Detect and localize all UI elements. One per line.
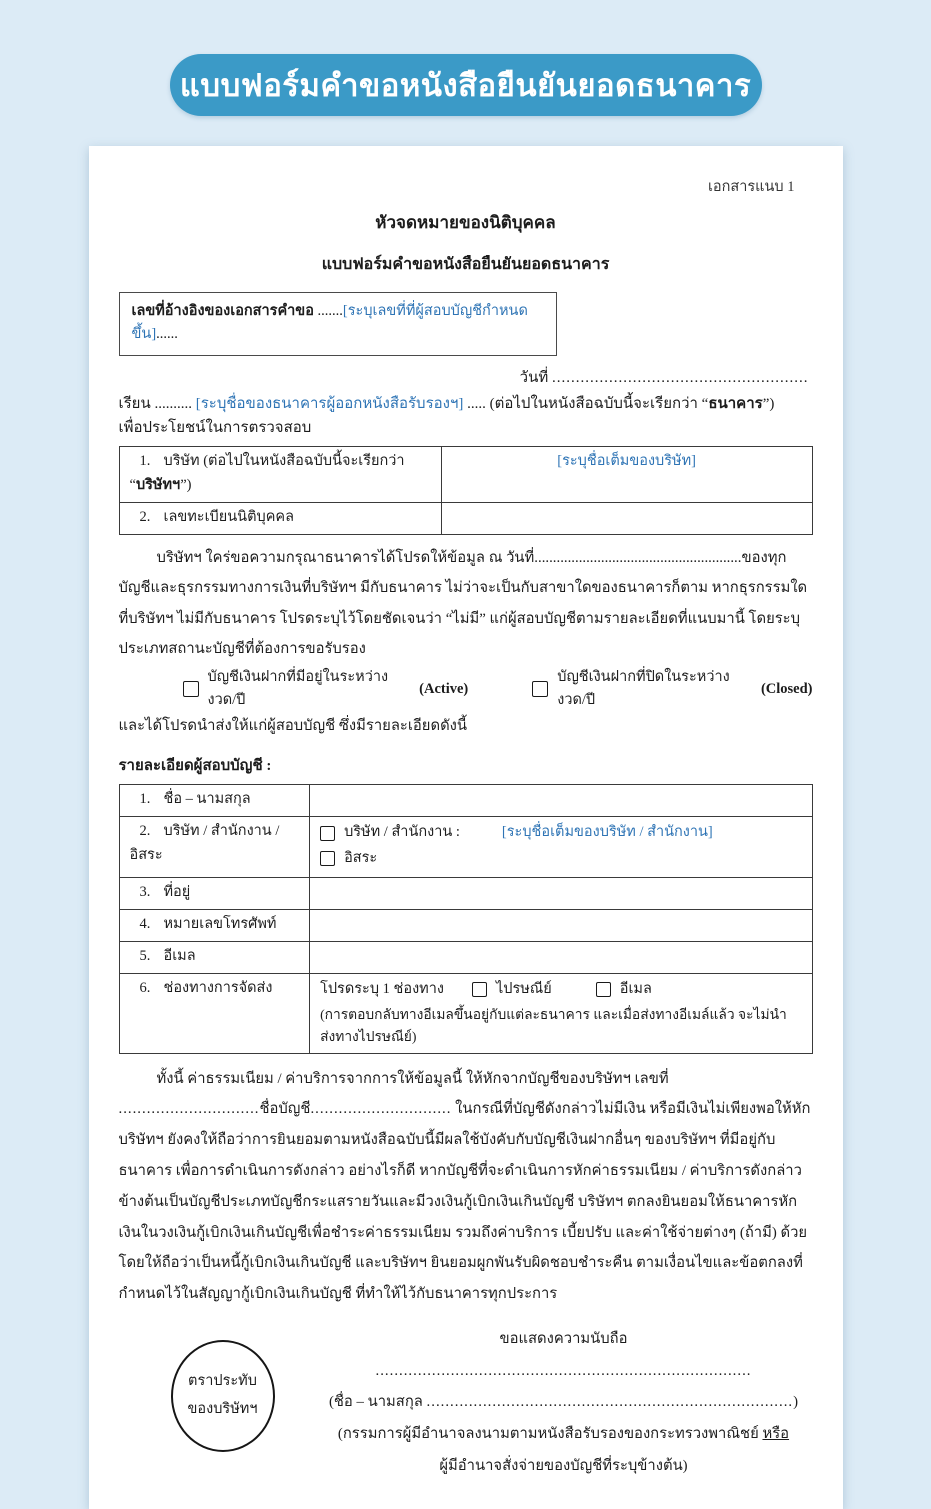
signature-section [119, 1324, 813, 1483]
auditor-name-value-cell [310, 785, 812, 817]
auditor-email-label-cell [119, 942, 310, 974]
auditor-name-label-cell [119, 785, 310, 817]
company-name-row [119, 447, 812, 502]
company-info-table [119, 446, 813, 535]
name-close-paren: ) [793, 1394, 799, 1411]
auditor-phone-value-cell [310, 910, 812, 942]
signature-line: ................................................................................ [375, 1362, 752, 1379]
salutation-mid-dots: ..... [463, 396, 490, 413]
attachment-label: เอกสารแนบ 1 [707, 179, 795, 195]
independent-option-label: อิสระ [344, 849, 378, 866]
reference-number-box [119, 292, 557, 356]
row-number: 3. [139, 883, 151, 900]
row-number: 5. [139, 948, 151, 965]
company-seal-circle [171, 1340, 275, 1452]
salutation-suffix-post: ”) [762, 396, 775, 413]
letterhead-title: หัวจดหมายของนิติบุคคล [375, 213, 556, 233]
active-account-label: บัญชีเงินฝากที่มีอยู่ในระหว่างงวด/ปี [207, 669, 389, 709]
delivery-channel-row [119, 974, 812, 1053]
closed-account-label: บัญชีเงินฝากที่ปิดในระหว่างงวด/ปี [557, 669, 730, 709]
reference-label: เลขที่อ้างอิงของเอกสารคำขอ [131, 302, 318, 319]
registration-label: เลขทะเบียนนิติบุคคล [163, 508, 294, 525]
auditor-firm-row [119, 817, 812, 877]
registration-number-row [119, 502, 812, 534]
auth-or-word: หรือ [762, 1426, 790, 1443]
company-label-pre: บริษัท (ต่อไปในหนังสือฉบับนี้จะเรียกว่า “ [129, 453, 405, 493]
active-account-label-en: (Active) [419, 680, 469, 697]
bank-name-placeholder: [ระบุชื่อของธนาคารผู้ออกหนังสือรับรองฯ] [195, 396, 464, 413]
request-paragraph: บริษัทฯ ใคร่ขอความกรุณาธนาคารได้โปรดให้ข้อมูล ณ วันที่........................................................ของทุกบัญชีและธุรกรรมทางการเงินที่บริษัทฯ มีกับธนาคาร ไม่ว่าจะเป็นกับสาขาใดของธนาคารก็ตาม หากธุรกรรมใดที่บริษัทฯ ไม่มีกับธนาคาร โปรดระบุไว้โดยชัดเจนว่า “ไม่มี” แก่ผู้สอบบัญชีตามรายละเอียดที่แนบมานี้ โดยระบุประเภทสถานะบัญชีที่ต้องการขอรับรอง [118, 549, 808, 657]
auditor-email-value-cell [310, 942, 812, 974]
active-account-checkbox-icon[interactable] [183, 681, 199, 697]
delivery-options-line [320, 978, 801, 1001]
send-to-auditor-line: และได้โปรดนำส่งให้แก่ผู้สอบบัญชี ซึ่งมีรายละเอียดดังนี้ [118, 717, 468, 734]
fee-paragraph [119, 1064, 813, 1310]
row-number: 1. [139, 453, 151, 470]
auditor-phone-label: หมายเลขโทรศัพท์ [163, 916, 277, 933]
independent-checkbox-icon[interactable] [320, 851, 335, 866]
auditor-firm-label-cell [119, 817, 310, 877]
auditor-address-label-cell [119, 877, 310, 909]
delivery-instruction: โปรดระบุ 1 ช่องทาง [320, 981, 444, 998]
auditor-firm-value-cell [310, 817, 812, 877]
name-dots: .............................................................................. [426, 1394, 794, 1411]
closing-line: ขอแสดงความนับถือ [499, 1330, 628, 1347]
post-checkbox-icon[interactable] [472, 982, 487, 997]
form-title: แบบฟอร์มคำขอหนังสือยืนยันยอดธนาคาร [321, 256, 610, 274]
auditor-address-label: ที่อยู่ [163, 883, 191, 900]
date-label: วันที่ [519, 370, 552, 387]
authorized-signer-note-line2: ผู้มีอำนาจสั่งจ่ายของบัญชีที่ระบุข้างต้น) [439, 1458, 688, 1475]
purpose-line: เพื่อประโยชน์ในการตรวจสอบ [118, 420, 312, 437]
salutation-line [119, 392, 813, 416]
row-number: 1. [139, 791, 151, 808]
date-line [119, 366, 813, 390]
fee-body: ในกรณีที่บัญชีดังกล่าวไม่มีเงิน หรือมีเงินไม่เพียงพอให้หัก บริษัทฯ ยังคงให้ถือว่าการยินยอมตามหนังสือฉบับนี้มีผลใช้บังคับกับบัญชีเงินฝากอื่นๆ ของบริษัทฯ ที่มีอยู่กับธนาคาร เพื่อการดำเนินการดังกล่าว อย่างไรก็ดี หากบัญชีที่จะดำเนินการหักค่าธรรมเนียม / ค่าบริการดังกล่าวข้างต้นเป็นบัญชีประเภทบัญชีกระแสรายวันและมีวงเงินกู้เบิกเงินเกินบัญชี บริษัทฯ ตกลงยินยอมให้ธนาคารหักเงินในวงเงินกู้เบิกเงินเกินบัญชีเพื่อชำระค่าธรรมเนียม รวมถึงค่าบริการ เบี้ยปรับ และค่าใช้จ่ายต่างๆ (ถ้ามี) ด้วย โดยให้ถือว่าเป็นหนี้กู้เบิกเงินเกินบัญชี และบริษัทฯ ยินยอมผูกพันรับผิดชอบชำระคืน ตามเงื่อนไขและข้อตกลงที่กำหนดไว้ในสัญญากู้เบิกเงินเกินบัญชี ที่ทำให้ไว้กับธนาคารทุกประการ [118, 1101, 811, 1303]
delivery-channel-label-cell [119, 974, 310, 1053]
row-number: 4. [139, 916, 151, 933]
auditor-details-table [119, 784, 813, 1053]
row-number: 6. [139, 980, 151, 997]
auditor-email-row [119, 942, 812, 974]
reference-dots-before: ....... [317, 302, 343, 319]
auditor-phone-row [119, 910, 812, 942]
salutation-prefix: เรียน .......... [118, 396, 196, 413]
date-fill-dots: ...................................................... [552, 370, 809, 387]
signer-name-line [315, 1387, 813, 1419]
firm-option-label: บริษัท / สำนักงาน : [344, 824, 460, 841]
registration-value-cell [441, 502, 812, 534]
independent-option-line [320, 847, 801, 870]
company-word: บริษัทฯ [135, 476, 181, 493]
firm-name-placeholder: [ระบุชื่อเต็มของบริษัท / สำนักงาน] [501, 824, 713, 841]
fee-intro: ทั้งนี้ ค่าธรรมเนียม / ค่าบริการจากการให้ข้อมูลนี้ ให้หักจากบัญชีของบริษัทฯ เลขที่ [156, 1070, 669, 1087]
auditor-firm-label: บริษัท / สำนักงาน / อิสระ [129, 823, 280, 863]
closed-account-checkbox-icon[interactable] [532, 681, 548, 697]
document-page [89, 146, 843, 1509]
delivery-channel-label: ช่องทางการจัดส่ง [163, 980, 273, 997]
row-number: 2. [139, 823, 151, 840]
page-title: แบบฟอร์มคำขอหนังสือยืนยันยอดธนาคาร [179, 68, 752, 103]
reference-placeholder: [ระบุเลขที่ที่ผู้สอบบัญชีกำหนดขึ้น] [131, 302, 528, 343]
auditor-email-label: อีเมล [163, 948, 196, 965]
account-number-dots: .............................. [118, 1101, 260, 1118]
delivery-channel-value-cell [310, 974, 812, 1053]
email-option-label: อีเมล [619, 981, 652, 998]
company-label-post: ”) [180, 476, 192, 493]
registration-label-cell [119, 502, 441, 534]
auditor-address-row [119, 877, 812, 909]
account-name-label: ชื่อบัญชี [259, 1101, 311, 1118]
account-name-dots: .............................. [310, 1101, 452, 1118]
row-number: 2. [139, 508, 151, 525]
company-name-value-cell: [ระบุชื่อเต็มของบริษัท] [441, 447, 812, 502]
salutation-suffix-pre: (ต่อไปในหนังสือฉบับนี้จะเรียกว่า “ [489, 396, 709, 413]
signature-block [275, 1324, 813, 1483]
active-account-option[interactable] [183, 666, 469, 712]
page-title-banner [170, 54, 762, 116]
auditor-address-value-cell [310, 877, 812, 909]
auditor-name-row [119, 785, 812, 817]
reference-dots-after: ...... [156, 326, 178, 343]
email-checkbox-icon[interactable] [596, 982, 611, 997]
auditor-name-label: ชื่อ – นามสกุล [163, 791, 251, 808]
bank-word: ธนาคาร [708, 396, 763, 413]
auth-note-text: (กรรมการผู้มีอำนาจลงนามตามหนังสือรับรองของกระทรวงพาณิชย์ [337, 1426, 763, 1443]
firm-option-line [320, 821, 801, 844]
auditor-details-title: รายละเอียดผู้สอบบัญชี : [118, 758, 272, 775]
post-option-label: ไปรษณีย์ [495, 981, 552, 998]
account-status-options [183, 666, 813, 712]
delivery-note: (การตอบกลับทางอีเมลขึ้นอยู่กับแต่ละธนาคาร และเมื่อส่งทางอีเมล์แล้ว จะไม่นำส่งทางไปรษณีย์) [320, 1006, 787, 1044]
name-label: (ชื่อ – นามสกุล [328, 1394, 427, 1411]
closed-account-label-en: (Closed) [760, 680, 813, 697]
seal-line1: ตราประทับ [188, 1373, 257, 1390]
closed-account-option[interactable] [532, 666, 812, 712]
company-name-label-cell [119, 447, 441, 502]
seal-line2: ของบริษัทฯ [187, 1400, 258, 1417]
authorized-signer-note-line1 [315, 1419, 813, 1451]
firm-checkbox-icon[interactable] [320, 826, 335, 841]
auditor-phone-label-cell [119, 910, 310, 942]
